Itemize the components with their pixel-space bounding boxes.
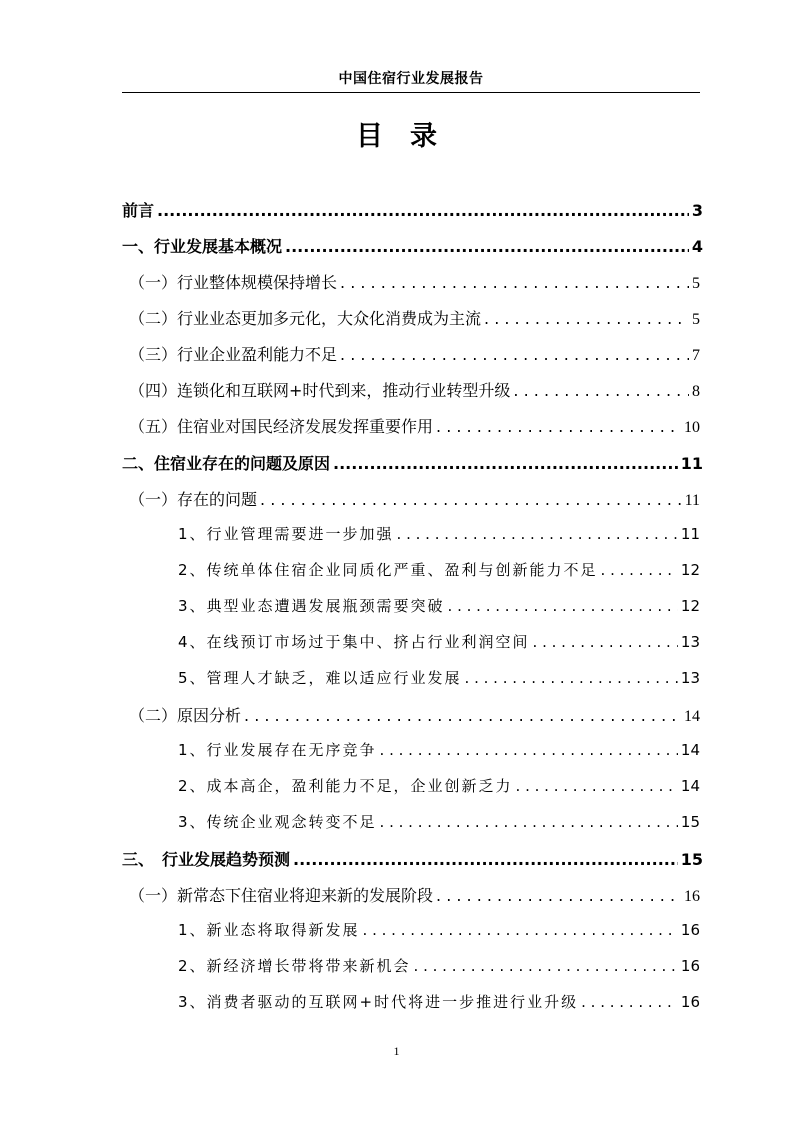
toc-entry[interactable] — [178, 631, 700, 655]
dot-leader — [380, 741, 678, 759]
dot-leader — [513, 381, 689, 400]
toc-entry-page: 14 — [680, 741, 700, 759]
toc-entry-label: （一）存在的问题 — [129, 490, 258, 509]
toc-entry[interactable] — [129, 883, 700, 907]
toc-entry[interactable] — [129, 270, 700, 294]
dot-leader — [414, 957, 678, 975]
toc-entry[interactable] — [178, 991, 700, 1015]
dot-leader — [436, 886, 681, 905]
toc-entry-label: 1、行业发展存在无序竞争 — [178, 741, 377, 759]
toc-entry-label: 二、住宿业存在的问题及原因 — [122, 454, 331, 473]
toc-entry-page: 11 — [680, 525, 700, 543]
toc-entry[interactable] — [178, 739, 700, 763]
dot-leader — [380, 813, 678, 831]
toc-entry[interactable] — [129, 487, 700, 511]
dot-leader — [516, 777, 678, 795]
toc-entry[interactable] — [129, 342, 700, 366]
toc-entry-page: 15 — [680, 850, 703, 869]
toc-entry-page: 12 — [680, 597, 700, 615]
toc-entry-page: 10 — [684, 419, 700, 436]
toc-entry-label: 3、传统企业观念转变不足 — [178, 813, 377, 831]
dot-leader — [340, 345, 689, 364]
dot-leader — [601, 561, 678, 579]
toc-entry-label: 4、在线预订市场过于集中、挤占行业利润空间 — [178, 633, 530, 651]
toc-entry-label: （三）行业企业盈利能力不足 — [129, 345, 338, 364]
toc-entry[interactable] — [122, 451, 703, 475]
toc-entry-page: 11 — [684, 492, 700, 509]
toc-title: 目 录 — [356, 121, 437, 152]
toc-entry-label: （五）住宿业对国民经济发展发挥重要作用 — [129, 417, 434, 436]
toc-entry-page: 8 — [692, 383, 700, 400]
page-number: 1 — [393, 1044, 400, 1058]
toc-entry[interactable] — [178, 667, 700, 691]
toc-entry-label: 三、 行业发展趋势预测 — [122, 850, 291, 869]
dot-leader — [581, 993, 678, 1011]
dot-leader — [397, 525, 678, 543]
toc-entry-page: 3 — [691, 201, 703, 220]
toc-entry-label: 2、传统单体住宿企业同质化严重、盈利与创新能力不足 — [178, 561, 598, 579]
toc-entry[interactable] — [129, 378, 700, 402]
toc-entry[interactable] — [178, 811, 700, 835]
dot-leader — [340, 273, 689, 292]
header-rule — [122, 92, 700, 93]
dot-leader — [244, 706, 681, 725]
toc-entry-page: 5 — [692, 311, 700, 328]
toc-entry-page: 13 — [680, 669, 700, 687]
toc-entry-label: 2、新经济增长带将带来新机会 — [178, 957, 411, 975]
toc-entry-page: 14 — [680, 777, 700, 795]
toc-entry[interactable] — [178, 559, 700, 583]
toc-entry-label: （二）行业业态更加多元化，大众化消费成为主流 — [129, 309, 482, 328]
toc-entry-page: 5 — [692, 275, 700, 292]
toc-entry-page: 11 — [680, 454, 703, 473]
toc-entry-page: 12 — [680, 561, 700, 579]
toc-entry-page: 14 — [684, 708, 700, 725]
toc-entry-page: 16 — [680, 921, 700, 939]
dot-leader — [157, 201, 689, 220]
dot-leader — [436, 417, 681, 436]
toc-entry-label: （二）原因分析 — [129, 706, 242, 725]
toc-entry[interactable] — [178, 955, 700, 979]
toc-entry-page: 4 — [691, 237, 703, 256]
toc-entry[interactable] — [129, 414, 700, 438]
dot-leader — [448, 597, 678, 615]
dot-leader — [484, 309, 689, 328]
toc-entry-label: 1、新业态将取得新发展 — [178, 921, 360, 939]
toc-entry[interactable] — [178, 775, 700, 799]
toc-entry[interactable] — [122, 234, 703, 258]
toc-entry-page: 16 — [680, 957, 700, 975]
dot-leader — [533, 633, 678, 651]
toc-entry-label: 1、行业管理需要进一步加强 — [178, 525, 394, 543]
toc-entry-page: 15 — [680, 813, 700, 831]
toc-entry[interactable] — [122, 847, 703, 871]
toc-entry-label: 前言 — [122, 201, 155, 220]
toc-entry-page: 13 — [680, 633, 700, 651]
toc-entry-label: 3、消费者驱动的互联网+时代将进一步推进行业升级 — [178, 993, 579, 1011]
toc-entry-label: 一、行业发展基本概况 — [122, 237, 283, 256]
toc-entry-label: 3、典型业态遭遇发展瓶颈需要突破 — [178, 597, 445, 615]
toc-entry-label: （一）新常态下住宿业将迎来新的发展阶段 — [129, 886, 434, 905]
toc-entry-label: （四）连锁化和互联网+时代到来，推动行业转型升级 — [129, 381, 511, 400]
running-header: 中国住宿行业发展报告 — [338, 71, 484, 87]
dot-leader — [363, 921, 678, 939]
toc-entry-label: 5、管理人才缺乏，难以适应行业发展 — [178, 669, 462, 687]
toc-entry[interactable] — [178, 595, 700, 619]
toc-entry-page: 16 — [684, 888, 700, 905]
dot-leader — [333, 454, 678, 473]
toc-entry-label: （一）行业整体规模保持增长 — [129, 273, 338, 292]
dot-leader — [285, 237, 689, 256]
dot-leader — [465, 669, 678, 687]
toc-entry[interactable] — [129, 306, 700, 330]
dot-leader — [260, 490, 682, 509]
toc-entry[interactable] — [129, 703, 700, 727]
toc-entry[interactable] — [178, 523, 700, 547]
dot-leader — [293, 850, 678, 869]
toc-entry-page: 16 — [680, 993, 700, 1011]
toc-entry[interactable] — [122, 198, 703, 222]
toc-entry-page: 7 — [692, 347, 700, 364]
toc-entry-label: 2、成本高企，盈利能力不足，企业创新乏力 — [178, 777, 513, 795]
toc-entry[interactable] — [178, 919, 700, 943]
